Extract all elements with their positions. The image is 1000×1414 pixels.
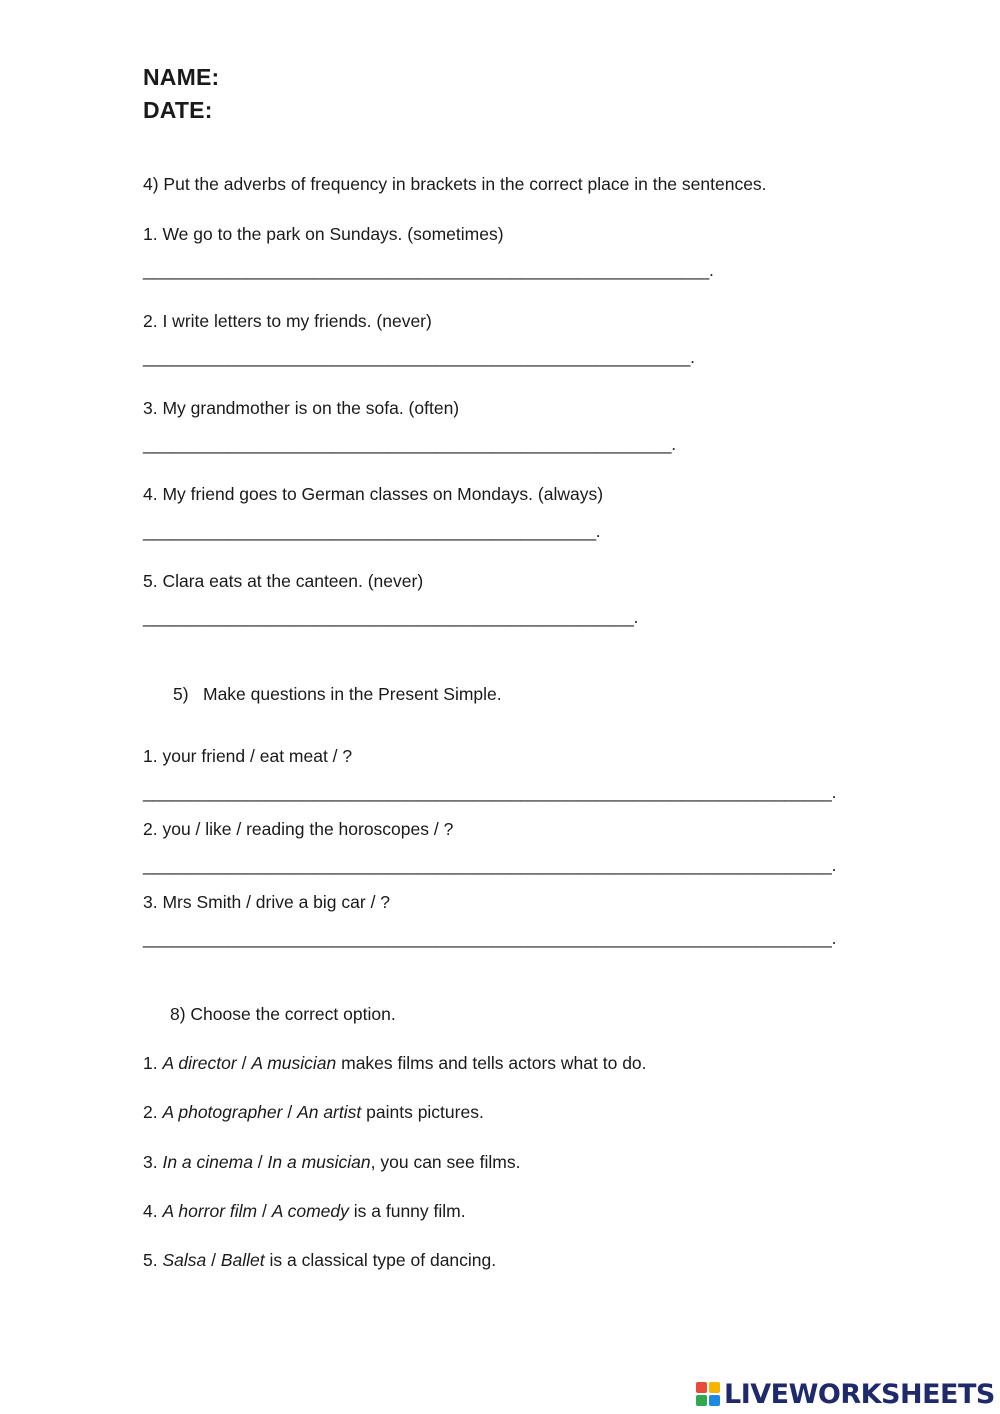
section8-item-3	[143, 1152, 520, 1173]
name-label: NAME:	[143, 64, 220, 90]
section4-item-1: 1. We go to the park on Sundays. (sometimes)	[143, 224, 504, 244]
brand-name: LIVEWORKSHEETS	[724, 1378, 995, 1410]
date-label: DATE:	[143, 97, 213, 123]
section5-item-2: 2. you / like / reading the horoscopes / ?	[143, 819, 454, 839]
option-separator: /	[282, 1102, 298, 1122]
option-a[interactable]: In a cinema	[162, 1152, 253, 1172]
mark-tile	[709, 1382, 720, 1393]
section8-item-5	[143, 1250, 496, 1271]
sentence-rest: is a funny film.	[348, 1201, 466, 1221]
option-a[interactable]: A director	[162, 1053, 237, 1073]
option-separator: /	[257, 1201, 272, 1221]
item-number: 3.	[143, 1152, 163, 1172]
item-number: 4.	[143, 1201, 163, 1221]
section5-answer-line-3[interactable]: _________________________________________________________________________.	[143, 928, 837, 948]
section5-answer-line-1[interactable]: _________________________________________________________________________.	[143, 782, 837, 802]
liveworksheets-mark-icon	[696, 1380, 722, 1408]
section8-item-4	[143, 1201, 466, 1222]
section4-item-5: 5. Clara eats at the canteen. (never)	[143, 571, 424, 591]
section4-answer-line-5[interactable]: ____________________________________________________.	[143, 607, 639, 627]
section4-answer-line-4[interactable]: ________________________________________________.	[143, 521, 601, 541]
section8-instruction: 8) Choose the correct option.	[170, 1004, 396, 1024]
option-a[interactable]: A horror film	[162, 1201, 258, 1221]
option-a[interactable]: A photographer	[162, 1102, 283, 1122]
sentence-rest: makes films and tells actors what to do.	[336, 1053, 647, 1073]
section5-item-3: 3. Mrs Smith / drive a big car / ?	[143, 892, 391, 912]
option-separator: /	[236, 1053, 252, 1073]
section4-instruction: 4) Put the adverbs of frequency in brackets in the correct place in the sentences.	[143, 174, 767, 194]
sentence-rest: , you can see films.	[370, 1152, 521, 1172]
option-b[interactable]: Ballet	[220, 1250, 265, 1270]
section4-answer-line-1[interactable]: ____________________________________________________________.	[143, 260, 714, 280]
section8-item-1	[143, 1053, 647, 1074]
option-a[interactable]: Salsa	[162, 1250, 207, 1270]
option-b[interactable]: In a musician	[267, 1152, 371, 1172]
mark-tile	[696, 1395, 707, 1406]
mark-tile	[709, 1395, 720, 1406]
option-b[interactable]: A comedy	[271, 1201, 349, 1221]
option-separator: /	[206, 1250, 221, 1270]
liveworksheets-logo	[696, 1374, 995, 1414]
section5-number: 5)	[173, 684, 189, 704]
mark-tile	[696, 1382, 707, 1393]
option-separator: /	[252, 1152, 268, 1172]
item-number: 2.	[143, 1102, 163, 1122]
section4-answer-line-3[interactable]: ________________________________________________________.	[143, 434, 676, 454]
section5-answer-line-2[interactable]: _________________________________________________________________________.	[143, 855, 837, 875]
section4-item-2: 2. I write letters to my friends. (never)	[143, 311, 432, 331]
option-b[interactable]: A musician	[251, 1053, 337, 1073]
section5-item-1: 1. your friend / eat meat / ?	[143, 746, 353, 766]
item-number: 5.	[143, 1250, 163, 1270]
section4-item-3: 3. My grandmother is on the sofa. (often)	[143, 398, 460, 418]
section4-answer-line-2[interactable]: __________________________________________________________.	[143, 347, 695, 367]
sentence-rest: is a classical type of dancing.	[264, 1250, 497, 1270]
item-number: 1.	[143, 1053, 163, 1073]
option-b[interactable]: An artist	[297, 1102, 362, 1122]
sentence-rest: paints pictures.	[361, 1102, 484, 1122]
section8-item-2	[143, 1102, 484, 1123]
section4-item-4: 4. My friend goes to German classes on Mondays. (always)	[143, 484, 604, 504]
section5-instruction: Make questions in the Present Simple.	[203, 684, 502, 704]
